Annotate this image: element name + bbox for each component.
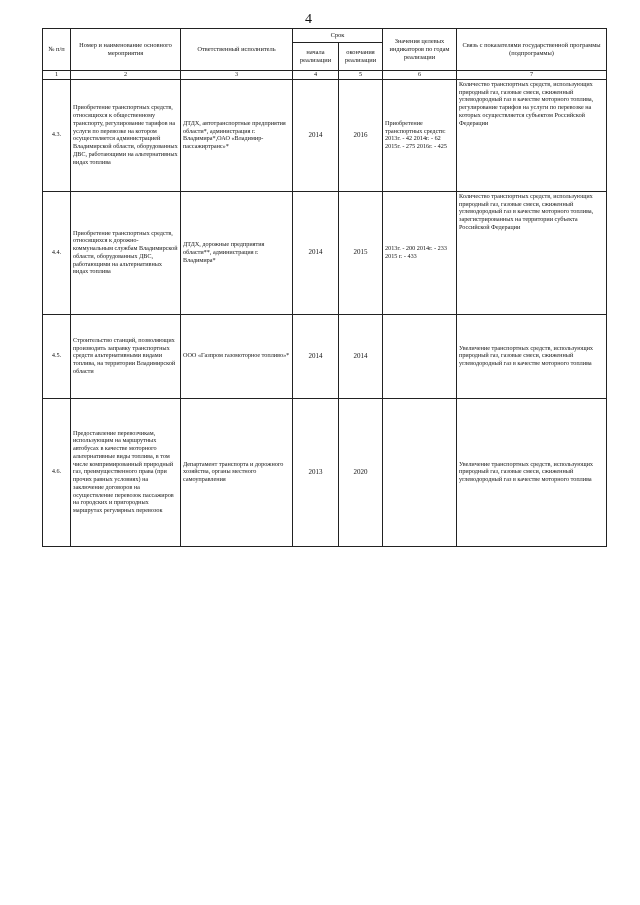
row-end: 2015 bbox=[339, 191, 383, 314]
header-link: Связь с показателями государственной программы (подпрограммы) bbox=[457, 29, 607, 71]
col-index: 4 bbox=[293, 71, 339, 80]
row-start: 2014 bbox=[293, 191, 339, 314]
page-number: 4 bbox=[305, 12, 312, 27]
row-link: Количество транспортных средств, использующих природный газ, газовые смеси, сжиженный углеводородный газ в качестве моторного топлива, регулирование тарифов на услуги по перевозке на которых осуществляется субъектом Российской Федерации bbox=[457, 79, 607, 191]
row-end: 2014 bbox=[339, 314, 383, 398]
header-name: Номер и наименование основного мероприятия bbox=[71, 29, 181, 71]
measures-table bbox=[42, 28, 607, 547]
row-end: 2020 bbox=[339, 398, 383, 546]
row-link: Количество транспортных средств, использующих природный газ, газовые смеси, сжиженный углеводородный газ в качестве моторного топлива, зарегистрированных на территории субъекта Российской Федерации bbox=[457, 191, 607, 314]
header-end: окончания реализации bbox=[339, 43, 383, 71]
row-executor: ДТДХ, дорожные предприятия области**, администрация г. Владимира* bbox=[181, 191, 293, 314]
row-link: Увеличение транспортных средств, использующих природный газ, газовые смеси, сжиженный углеводородный газ в качестве моторного топлива bbox=[457, 314, 607, 398]
header-num: № п/п bbox=[43, 29, 71, 71]
row-indicators bbox=[383, 398, 457, 546]
row-name: Приобретение транспортных средств, относящихся к общественному транспорту, регулирование тарифов на услуги по перевозке на котором осуществляется администрацией Владимирской области, оборудованных ДВС, работающими на альтернативных видах топлива bbox=[71, 79, 181, 191]
row-indicators: 2013г. - 200 2014г. - 233 2015 г. - 433 bbox=[383, 191, 457, 314]
col-index: 1 bbox=[43, 71, 71, 80]
header-indicators: Значения целевых индикаторов по годам реализации bbox=[383, 29, 457, 71]
header-start: начала реализации bbox=[293, 43, 339, 71]
row-name: Предоставление перевозчикам, использующим на маршрутных автобусах в качестве моторного альтернативные виды топлива, в том числе компримированный природный газ, преимущественного права (при прочих равных условиях) на заключение договоров на осуществление перевозок пассажиров на городских и пригородных маршрутах регулярных перевозок bbox=[71, 398, 181, 546]
table-row bbox=[43, 398, 607, 546]
row-start: 2014 bbox=[293, 79, 339, 191]
table-row bbox=[43, 314, 607, 398]
row-name: Приобретение транспортных средств, относящихся к дорожно-коммунальным службам Владимирской области, оборудованных ДВС, работающими на альтернативных видах топлива bbox=[71, 191, 181, 314]
col-index: 3 bbox=[181, 71, 293, 80]
row-indicators: Приобретение транспортных средств: 2013г. - 42 2014г. - 62 2015г. - 275 2016г. - 425 bbox=[383, 79, 457, 191]
header-executor: Ответственный исполнитель bbox=[181, 29, 293, 71]
row-start: 2013 bbox=[293, 398, 339, 546]
row-num: 4.4. bbox=[43, 191, 71, 314]
row-end: 2016 bbox=[339, 79, 383, 191]
table-row bbox=[43, 79, 607, 191]
row-num: 4.3. bbox=[43, 79, 71, 191]
col-index: 7 bbox=[457, 71, 607, 80]
row-executor: ДТДХ, автотранспортные предприятия области*, администрация г. Владимира*,ОАО «Владимир-пассажиртранс»* bbox=[181, 79, 293, 191]
header-term: Срок bbox=[293, 29, 383, 43]
col-index: 2 bbox=[71, 71, 181, 80]
row-num: 4.5. bbox=[43, 314, 71, 398]
row-executor: ООО «Газпром газомоторное топливо»* bbox=[181, 314, 293, 398]
row-link: Увеличение транспортных средств, использующих природный газ, газовые смеси, сжиженный углеводородный газ в качестве моторного топлива bbox=[457, 398, 607, 546]
row-start: 2014 bbox=[293, 314, 339, 398]
row-executor: Департамент транспорта и дорожного хозяйства, органы местного самоуправления bbox=[181, 398, 293, 546]
row-name: Строительство станций, позволяющих производить заправку транспортных средств альтернативными видами топлива, на территории Владимирской области bbox=[71, 314, 181, 398]
col-index: 6 bbox=[383, 71, 457, 80]
table-row bbox=[43, 191, 607, 314]
col-index: 5 bbox=[339, 71, 383, 80]
row-indicators bbox=[383, 314, 457, 398]
row-num: 4.6. bbox=[43, 398, 71, 546]
